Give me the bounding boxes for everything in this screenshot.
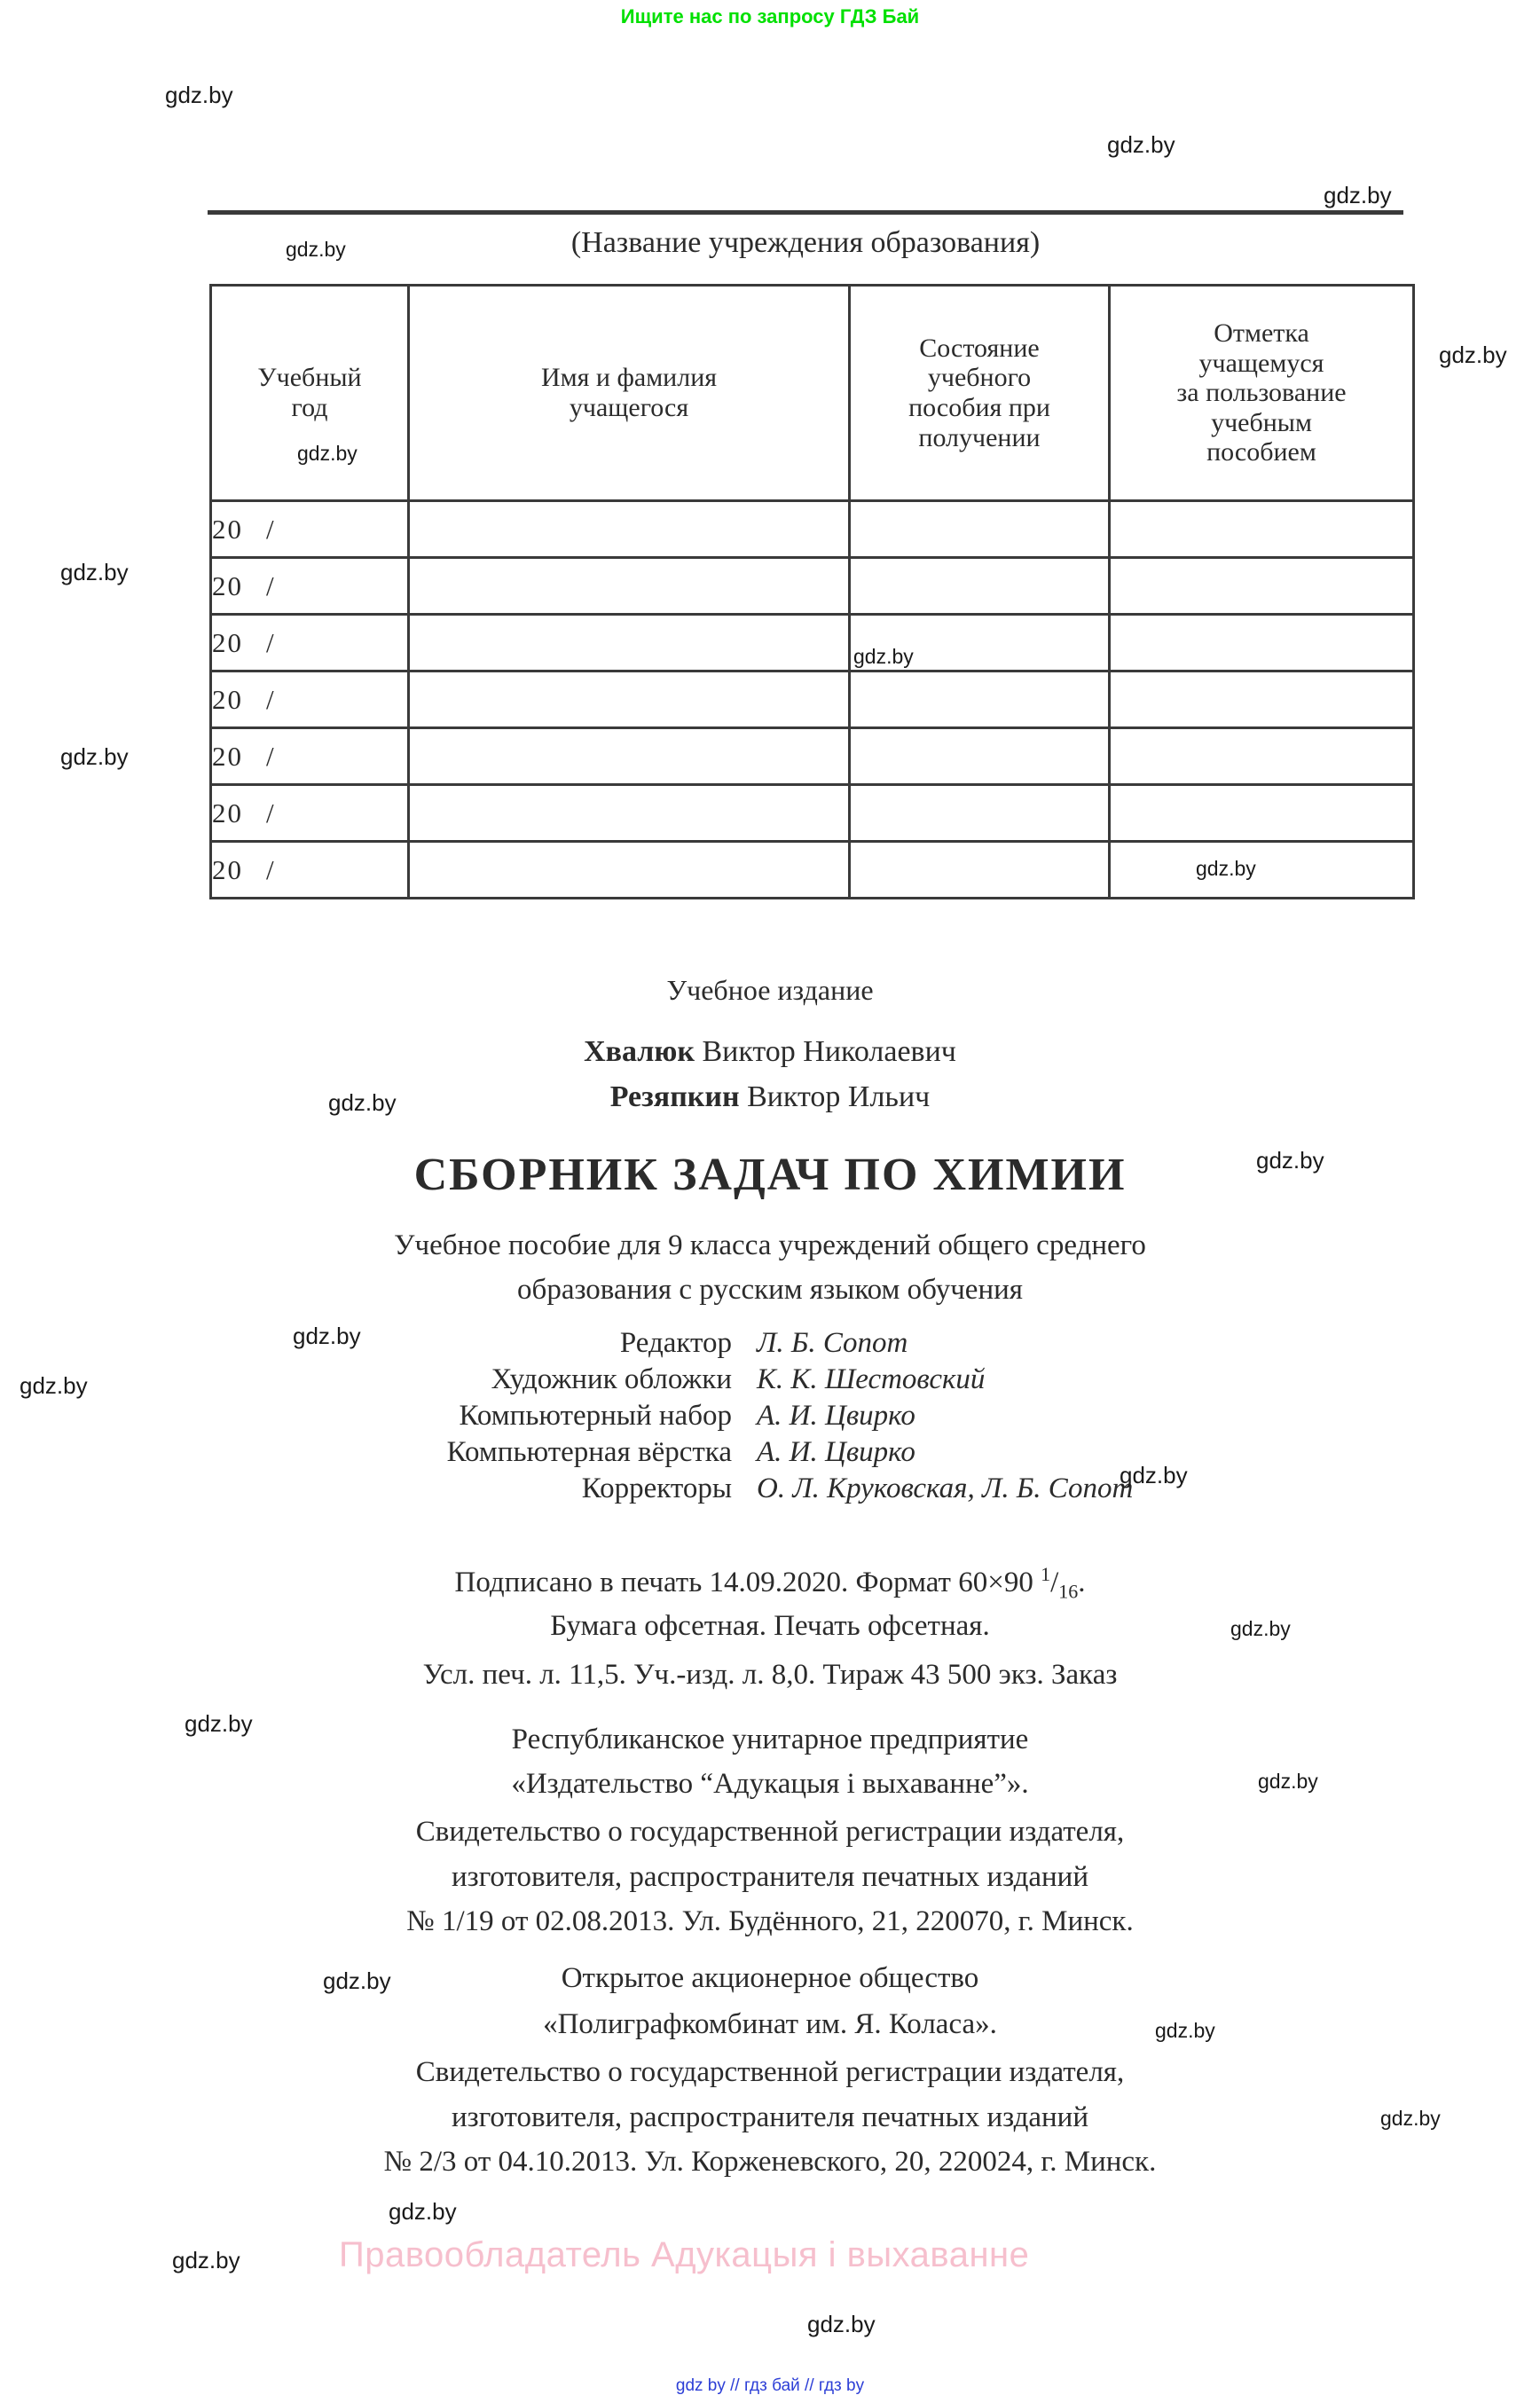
author-two-given: Виктор Ильич <box>739 1080 931 1113</box>
publisher-line2: «Издательство “Адукацыя і выхаванне”». <box>511 1768 1029 1800</box>
print-details-line3: Усл. печ. л. 11,5. Уч.-изд. л. 8,0. Тираж 43 500 экз. Заказ <box>422 1659 1118 1691</box>
cell-student-name[interactable] <box>409 558 850 615</box>
credit-row <box>0 1402 1540 1431</box>
year-slash: / <box>266 626 276 658</box>
edition-label: Учебное издание <box>666 974 874 1006</box>
watermark-gdz: gdz.by <box>328 1089 397 1116</box>
column-header-year-line2: год <box>291 393 328 422</box>
institution-caption: (Название учреждения образования) <box>570 226 1041 259</box>
column-header-student-mark <box>1110 286 1414 501</box>
watermark-gdz: gdz.by <box>165 82 233 108</box>
table-body <box>211 501 1414 899</box>
fraction-denominator: 16 <box>1058 1580 1079 1603</box>
table-header-row <box>211 286 1414 501</box>
author-one-surname: Хвалюк <box>584 1035 695 1068</box>
publisher-line5: № 1/19 от 02.08.2013. Ул. Будённого, 21, 220070, г. Минск. <box>406 1905 1134 1937</box>
publisher-line1: Республиканское унитарное предприятие <box>511 1724 1029 1755</box>
watermark-gdz: gdz.by <box>1120 1462 1188 1488</box>
table-row <box>211 501 1414 558</box>
author-one <box>0 1035 1540 1069</box>
column-header-state-line4: получении <box>918 422 1041 452</box>
book-subtitle-line1: Учебное пособие для 9 класса учреждений общего среднего <box>394 1229 1146 1261</box>
printer-line2: «Полиграфкомбинат им. Я. Коласа». <box>543 2008 997 2040</box>
credit-row <box>0 1329 1540 1358</box>
printer-line5: № 2/3 от 04.10.2013. Ул. Корженевского, 20, 220024, г. Минск. <box>383 2146 1157 2178</box>
table-row <box>211 842 1414 899</box>
watermark-gdz: gdz.by <box>389 2198 457 2225</box>
watermark-gdz: gdz.by <box>323 1967 391 1994</box>
watermark-gdz: gdz.by <box>1258 1770 1318 1793</box>
credits-block <box>0 1329 1540 1511</box>
column-header-state-line2: учебного <box>927 363 1032 393</box>
credit-row <box>0 1365 1540 1394</box>
cell-book-condition[interactable] <box>850 558 1110 615</box>
cell-student-mark[interactable] <box>1110 785 1414 842</box>
fraction-numerator: 1 <box>1041 1563 1051 1585</box>
table-row <box>211 728 1414 785</box>
footer-links[interactable]: gdz by // гдз бай // гдз by <box>675 2376 865 2395</box>
table-row <box>211 615 1414 671</box>
watermark-gdz: gdz.by <box>853 645 914 668</box>
column-header-mark-line4: учебным <box>1211 407 1312 437</box>
cell-book-condition[interactable] <box>850 671 1110 728</box>
author-two-surname: Резяпкин <box>609 1080 740 1113</box>
column-header-state-line3: пособия при <box>908 393 1050 422</box>
table-row <box>211 558 1414 615</box>
format-fraction: $^1/_{16}$ <box>1041 1563 1079 1603</box>
publisher-line3: Свидетельство о государственной регистрации издателя, <box>415 1816 1125 1848</box>
watermark-gdz: gdz.by <box>1155 2019 1215 2042</box>
year-slash: / <box>266 853 276 885</box>
watermark-gdz: gdz.by <box>1256 1147 1324 1174</box>
printer-line4: изготовителя, распространителя печатных изданий <box>452 2101 1088 2133</box>
year-prefix: 20 <box>212 853 243 885</box>
copyright-watermark: Правообладатель Адукацыя і выхаванне <box>339 2235 1030 2274</box>
watermark-gdz: gdz.by <box>1230 1617 1291 1640</box>
year-slash: / <box>266 740 276 772</box>
year-prefix: 20 <box>212 569 243 601</box>
credit-person: А. И. Цвирко <box>757 1400 915 1432</box>
book-subtitle-line2: образования с русским языком обучения <box>517 1274 1023 1306</box>
cell-academic-year[interactable] <box>211 842 409 899</box>
column-header-mark-line3: за пользование <box>1176 378 1347 408</box>
cell-student-mark[interactable] <box>1110 671 1414 728</box>
column-header-name-line1: Имя и фамилия <box>540 363 718 393</box>
credit-person: О. Л. Круковская, Л. Б. Сопот <box>757 1472 1134 1504</box>
printer-line1: Открытое акционерное общество <box>561 1962 979 1994</box>
cell-student-name[interactable] <box>409 671 850 728</box>
watermark-gdz: gdz.by <box>1196 857 1256 880</box>
cell-student-mark[interactable] <box>1110 558 1414 615</box>
cell-student-name[interactable] <box>409 785 850 842</box>
header-rule <box>208 210 1403 215</box>
column-header-mark-line2: учащемуся <box>1198 348 1324 378</box>
table-row <box>211 785 1414 842</box>
author-one-given: Виктор Николаевич <box>694 1035 956 1068</box>
printer-line3: Свидетельство о государственной регистрации издателя, <box>415 2056 1125 2088</box>
credit-person: К. К. Шестовский <box>757 1363 986 1395</box>
watermark-gdz: gdz.by <box>60 743 129 770</box>
cell-book-condition[interactable] <box>850 501 1110 558</box>
print-details-line2: Бумага офсетная. Печать офсетная. <box>550 1610 990 1642</box>
watermark-gdz: gdz.by <box>286 238 346 261</box>
column-header-state-line1: Состояние <box>919 333 1040 363</box>
credit-role: Компьютерная вёрстка <box>446 1436 732 1468</box>
credit-person: А. И. Цвирко <box>757 1436 915 1468</box>
cell-book-condition[interactable] <box>850 728 1110 785</box>
watermark-gdz: gdz.by <box>60 559 129 585</box>
credit-role: Редактор <box>619 1327 732 1359</box>
credit-person: Л. Б. Сопот <box>757 1327 908 1359</box>
watermark-gdz: gdz.by <box>1324 182 1392 208</box>
print-line1-period: . <box>1078 1567 1086 1598</box>
credit-row <box>0 1474 1540 1504</box>
cell-academic-year[interactable] <box>211 615 409 671</box>
watermark-gdz: gdz.by <box>297 442 358 465</box>
cell-student-mark[interactable] <box>1110 728 1414 785</box>
watermark-gdz: gdz.by <box>1380 2107 1441 2130</box>
credit-role: Компьютерный набор <box>459 1400 732 1432</box>
credit-role: Художник обложки <box>491 1363 732 1395</box>
credit-row <box>0 1438 1540 1467</box>
column-header-year <box>211 286 409 501</box>
cell-student-mark[interactable] <box>1110 842 1414 899</box>
year-prefix: 20 <box>212 740 243 772</box>
print-details-line1 <box>0 1563 1540 1604</box>
cell-book-condition[interactable] <box>850 842 1110 899</box>
cell-book-condition[interactable] <box>850 785 1110 842</box>
column-header-name-line2: учащегося <box>569 393 689 422</box>
year-prefix: 20 <box>212 683 243 715</box>
cell-student-mark[interactable] <box>1110 501 1414 558</box>
column-header-year-line1: Учебный <box>257 363 362 393</box>
watermark-gdz: gdz.by <box>1439 342 1507 368</box>
year-slash: / <box>266 683 276 715</box>
cell-academic-year[interactable] <box>211 671 409 728</box>
print-signed-date: Подписано в печать 14.09.2020. Формат 60×90 <box>454 1567 1041 1598</box>
credit-role: Корректоры <box>581 1472 732 1504</box>
watermark-gdz: gdz.by <box>172 2247 240 2273</box>
book-registration-table <box>209 284 1415 899</box>
cell-academic-year[interactable] <box>211 501 409 558</box>
cell-student-name[interactable] <box>409 501 850 558</box>
column-header-book-condition <box>850 286 1110 501</box>
year-slash: / <box>266 513 276 545</box>
book-title: СБОРНИК ЗАДАЧ ПО ХИМИИ <box>413 1150 1127 1200</box>
cell-academic-year[interactable] <box>211 785 409 842</box>
watermark-gdz: gdz.by <box>293 1323 361 1349</box>
year-prefix: 20 <box>212 513 243 545</box>
publisher-line4: изготовителя, распространителя печатных изданий <box>452 1861 1088 1893</box>
cell-student-mark[interactable] <box>1110 615 1414 671</box>
promo-banner: Ищите нас по запросу ГДЗ Бай <box>620 5 920 27</box>
cell-academic-year[interactable] <box>211 728 409 785</box>
cell-student-name[interactable] <box>409 842 850 899</box>
year-slash: / <box>266 569 276 601</box>
watermark-gdz: gdz.by <box>20 1372 88 1399</box>
year-slash: / <box>266 797 276 828</box>
column-header-mark-line1: Отметка <box>1214 318 1309 349</box>
cell-student-name[interactable] <box>409 615 850 671</box>
year-prefix: 20 <box>212 626 243 658</box>
watermark-gdz: gdz.by <box>1107 131 1175 158</box>
column-header-mark-line5: пособием <box>1206 437 1316 467</box>
column-header-student-name <box>409 286 850 501</box>
watermark-gdz: gdz.by <box>185 1710 253 1737</box>
cell-academic-year[interactable] <box>211 558 409 615</box>
table-row <box>211 671 1414 728</box>
year-prefix: 20 <box>212 797 243 828</box>
cell-student-name[interactable] <box>409 728 850 785</box>
watermark-gdz: gdz.by <box>807 2311 876 2337</box>
author-two <box>0 1080 1540 1114</box>
